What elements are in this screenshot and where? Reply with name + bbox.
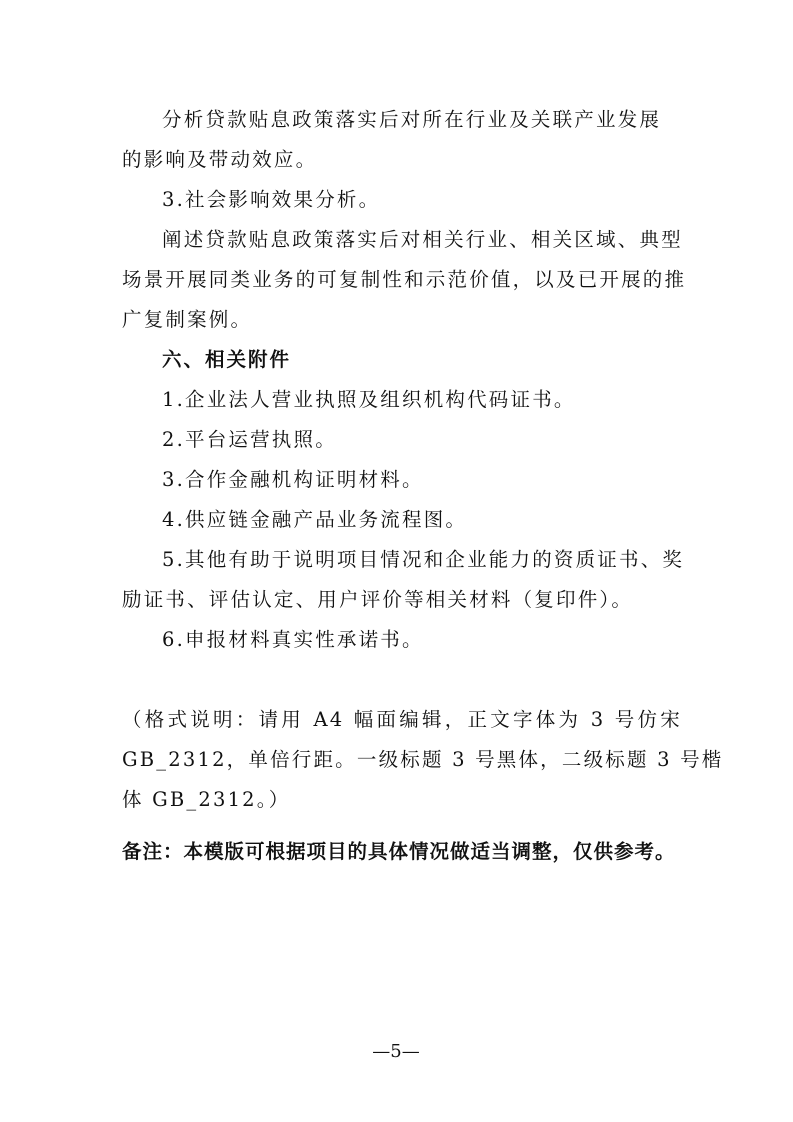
attachment-item: 6.申报材料真实性承诺书。 <box>162 628 424 651</box>
format-note-line: （格式说明：请用 A4 幅面编辑，正文字体为 3 号仿宋 <box>122 708 682 731</box>
attachment-item: 3.合作金融机构证明材料。 <box>162 468 424 491</box>
body-paragraph-line: 的影响及带动效应。 <box>122 148 318 171</box>
remark-note: 备注：本模版可根据项目的具体情况做适当调整，仅供参考。 <box>122 840 676 863</box>
attachment-item-continuation: 励证书、评估认定、用户评价等相关材料（复印件）。 <box>122 588 634 611</box>
format-note-line: GB_2312，单倍行距。一级标题 3 号黑体，二级标题 3 号楷 <box>122 748 724 771</box>
attachment-item: 5.其他有助于说明项目情况和企业能力的资质证书、奖 <box>162 548 685 571</box>
body-paragraph-line: 场景开展同类业务的可复制性和示范价值，以及已开展的推 <box>122 268 687 291</box>
body-paragraph-line: 广复制案例。 <box>122 308 253 331</box>
section-heading: 六、相关附件 <box>162 348 292 371</box>
body-paragraph-line: 分析贷款贴息政策落实后对所在行业及关联产业发展 <box>162 108 662 131</box>
attachment-item: 4.供应链金融产品业务流程图。 <box>162 508 468 531</box>
attachment-item: 1.企业法人营业执照及组织机构代码证书。 <box>162 388 576 411</box>
body-paragraph-line: 阐述贷款贴息政策落实后对相关行业、相关区域、典型 <box>162 228 683 251</box>
attachment-item: 2.平台运营执照。 <box>162 428 337 451</box>
page-number: —5— <box>372 1041 420 1062</box>
subheading: 3.社会影响效果分析。 <box>162 188 381 211</box>
format-note-line: 体 GB_2312。） <box>122 788 291 811</box>
